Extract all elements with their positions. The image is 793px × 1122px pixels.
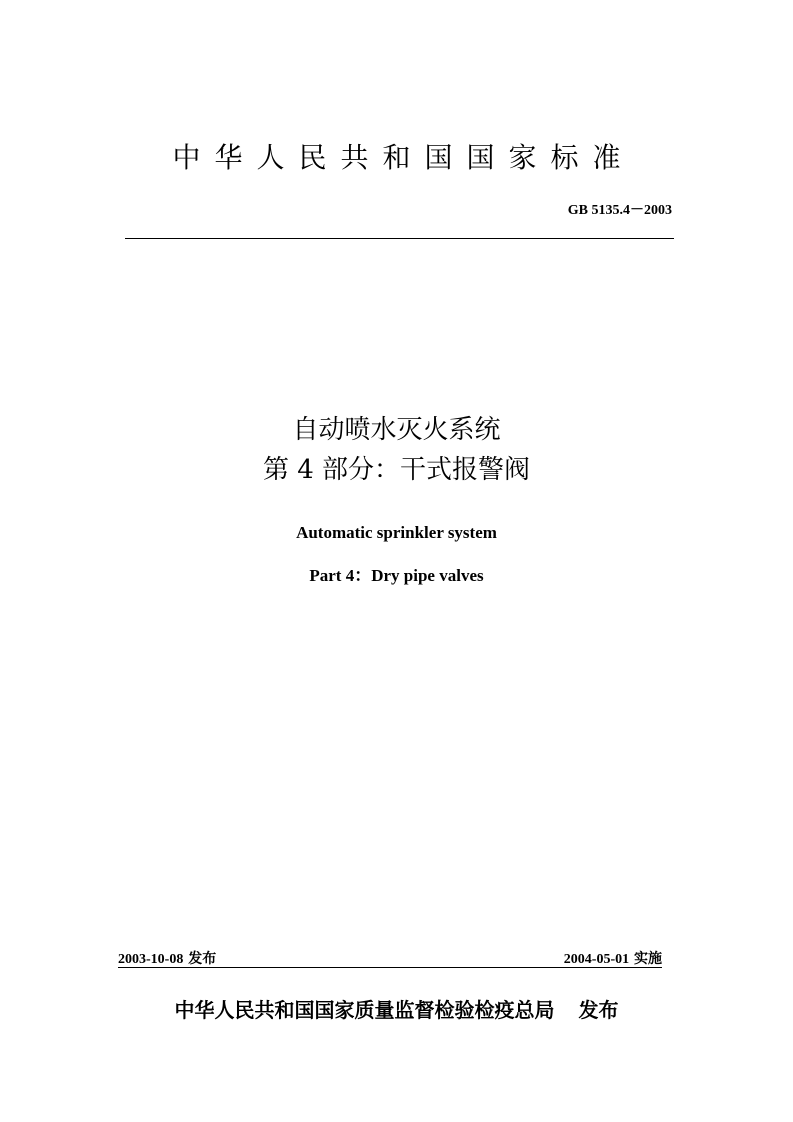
issue-date: 2003-10-08 [118, 952, 184, 967]
title-chinese-line1: 自动喷水灭火系统 [292, 415, 501, 445]
title-english-line2: Part 4：Dry pipe valves [309, 566, 484, 585]
title-chinese-line2: 第 4 部分：干式报警阀 [262, 455, 531, 485]
issuing-authority [0, 996, 793, 1024]
date-row [118, 950, 662, 968]
standard-type-heading: 中华人民共和国国家标准 [172, 141, 635, 174]
footer-divider [118, 967, 662, 968]
issuer-verb: 发布 [578, 998, 619, 1022]
title-english-line1: Automatic sprinkler system [296, 523, 497, 542]
implement-label: 实施 [634, 951, 662, 967]
header-divider [125, 238, 674, 239]
implement-date: 2004-05-01 [563, 952, 630, 967]
issue-label: 发布 [188, 951, 217, 967]
issuer-name: 中华人民共和国国家质量监督检验检疫总局 [174, 998, 555, 1022]
standard-code: GB 5135.4－2003 [567, 203, 672, 218]
